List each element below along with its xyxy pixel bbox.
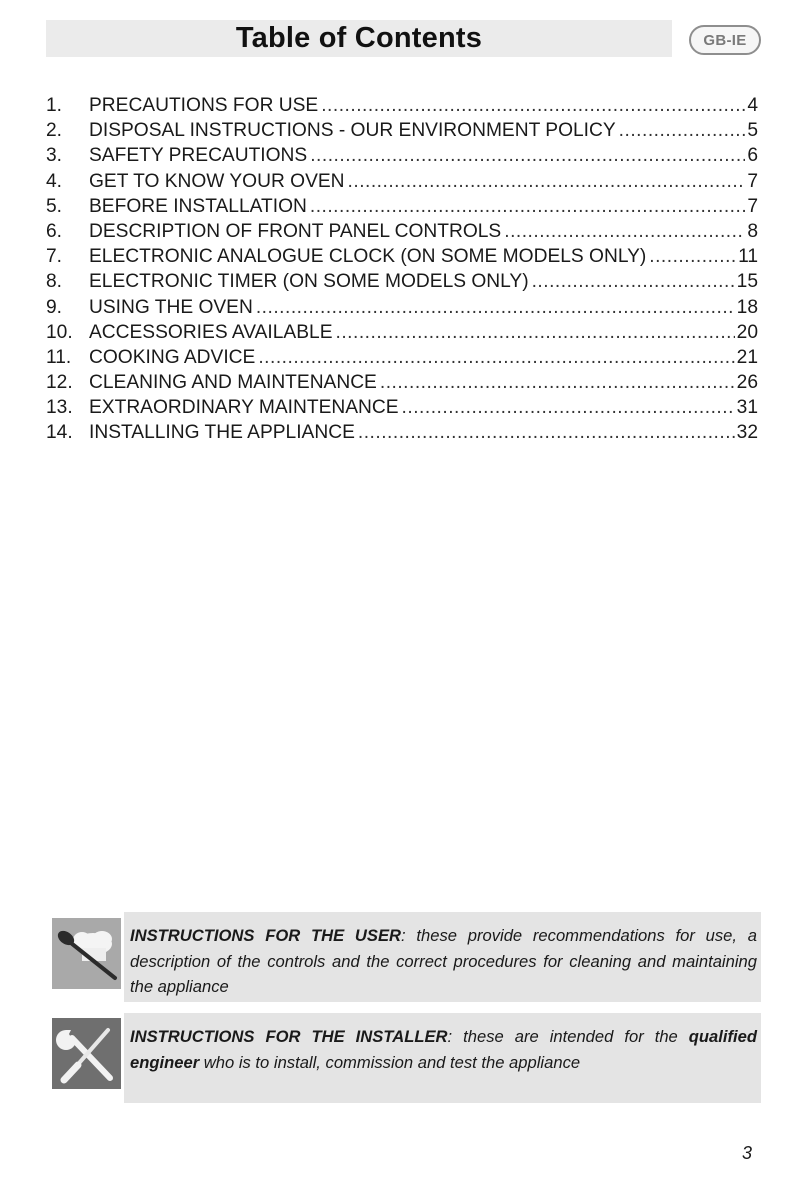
notice-heading: INSTRUCTIONS FOR THE USER <box>130 926 402 945</box>
toc-dot-leader <box>532 269 735 294</box>
notice-text-end: who is to install, commission and test the appliance <box>199 1052 581 1072</box>
toc-entry-number: 14. <box>46 422 73 444</box>
toc-dot-leader <box>504 219 745 244</box>
notice-emphasis: qualified engineer <box>130 1027 758 1072</box>
toc-entry[interactable] <box>46 345 758 370</box>
page-title: Table of Contents <box>235 22 483 54</box>
toc-entry-title: DESCRIPTION OF FRONT PANEL CONTROLS <box>89 220 502 242</box>
toc-entry-page: 4 <box>747 95 758 116</box>
toc-entry[interactable] <box>46 169 758 194</box>
toc-entry-number: 10. <box>46 321 73 343</box>
toc-entry-page: 8 <box>747 220 758 242</box>
notice-text: : these provide recommendations for use, a description of the controls and the correct procedures for cleaning and maintaining the appliance <box>130 926 758 996</box>
toc-dot-leader <box>649 244 736 269</box>
toc-entry[interactable] <box>46 269 758 294</box>
chef-hat-spoon-icon <box>52 918 121 989</box>
toc-dot-leader <box>619 118 746 143</box>
toc-entry-number: 4. <box>46 170 63 192</box>
toc-entry-page: 5 <box>747 120 758 142</box>
toc-entry-number: 9. <box>46 296 63 318</box>
toc-entry-title: PRECAUTIONS FOR USE <box>89 95 319 116</box>
toc-dot-leader <box>380 370 735 395</box>
toc-entry-title: ACCESSORIES AVAILABLE <box>89 321 333 343</box>
toc-entry-page: 18 <box>736 296 758 318</box>
toc-entry-title: DISPOSAL INSTRUCTIONS - OUR ENVIRONMENT POLICY <box>89 120 616 142</box>
toc-entry-page: 26 <box>736 372 758 394</box>
toc-entry-title: COOKING ADVICE <box>89 346 256 368</box>
notice-heading: INSTRUCTIONS FOR THE INSTALLER <box>130 1027 448 1046</box>
toc-dot-leader <box>321 93 745 118</box>
toc-entry-page: 6 <box>747 145 758 167</box>
toc-entry[interactable] <box>46 395 758 420</box>
table-of-contents <box>46 93 758 446</box>
toc-entry[interactable] <box>46 320 758 345</box>
toc-entry-number: 5. <box>46 195 63 217</box>
toc-dot-leader <box>336 320 735 345</box>
toc-entry-page: 7 <box>747 170 758 192</box>
toc-entry-title: ELECTRONIC ANALOGUE CLOCK (ON SOME MODELS ONLY) <box>89 246 647 268</box>
toc-entry-number: 6. <box>46 220 63 242</box>
toc-entry[interactable] <box>46 295 758 320</box>
toc-entry-page: 32 <box>736 422 758 444</box>
installer-instructions-notice <box>124 1013 761 1103</box>
toc-entry[interactable] <box>46 219 758 244</box>
wrench-screwdriver-icon <box>52 1018 121 1089</box>
toc-entry-page: 20 <box>736 321 758 343</box>
toc-entry-page: 21 <box>736 346 758 368</box>
toc-entry-page: 11 <box>738 246 758 268</box>
toc-entry-page: 7 <box>747 195 758 217</box>
notice-text: : these are intended for the <box>447 1027 689 1046</box>
toc-entry-number: 13. <box>46 397 73 419</box>
toc-entry-number: 3. <box>46 145 63 167</box>
toc-entry-page: 15 <box>736 271 758 293</box>
toc-dot-leader <box>348 169 746 194</box>
toc-entry-title: EXTRAORDINARY MAINTENANCE <box>89 397 399 419</box>
toc-entry[interactable] <box>46 118 758 143</box>
toc-dot-leader <box>310 194 745 219</box>
region-badge: GB-IE <box>689 25 761 55</box>
toc-entry-title: ELECTRONIC TIMER (ON SOME MODELS ONLY) <box>89 271 529 293</box>
toc-entry-number: 11. <box>46 346 72 368</box>
toc-entry-number: 7. <box>46 246 63 268</box>
toc-entry[interactable] <box>46 420 758 445</box>
toc-entry[interactable] <box>46 370 758 395</box>
toc-dot-leader <box>358 420 735 445</box>
title-bar <box>46 20 672 57</box>
toc-entry-title: USING THE OVEN <box>89 296 253 318</box>
toc-entry-title: CLEANING AND MAINTENANCE <box>89 372 377 394</box>
user-instructions-notice <box>124 912 761 1002</box>
page-number: 3 <box>742 1143 753 1163</box>
toc-dot-leader <box>402 395 735 420</box>
toc-entry-title: INSTALLING THE APPLIANCE <box>89 422 355 444</box>
toc-entry-title: BEFORE INSTALLATION <box>89 195 307 217</box>
toc-entry[interactable] <box>46 244 758 269</box>
toc-entry-title: GET TO KNOW YOUR OVEN <box>89 170 345 192</box>
toc-entry-number: 8. <box>46 271 63 293</box>
toc-entry-number: 12. <box>46 372 73 394</box>
toc-entry-number: 1. <box>46 95 63 116</box>
toc-entry[interactable] <box>46 143 758 168</box>
toc-entry[interactable] <box>46 194 758 219</box>
toc-dot-leader <box>256 295 735 320</box>
toc-entry-page: 31 <box>736 397 758 419</box>
toc-dot-leader <box>258 345 734 370</box>
toc-entry-number: 2. <box>46 120 63 142</box>
toc-entry[interactable] <box>46 93 758 118</box>
toc-dot-leader <box>310 143 745 168</box>
toc-entry-title: SAFETY PRECAUTIONS <box>89 145 308 167</box>
